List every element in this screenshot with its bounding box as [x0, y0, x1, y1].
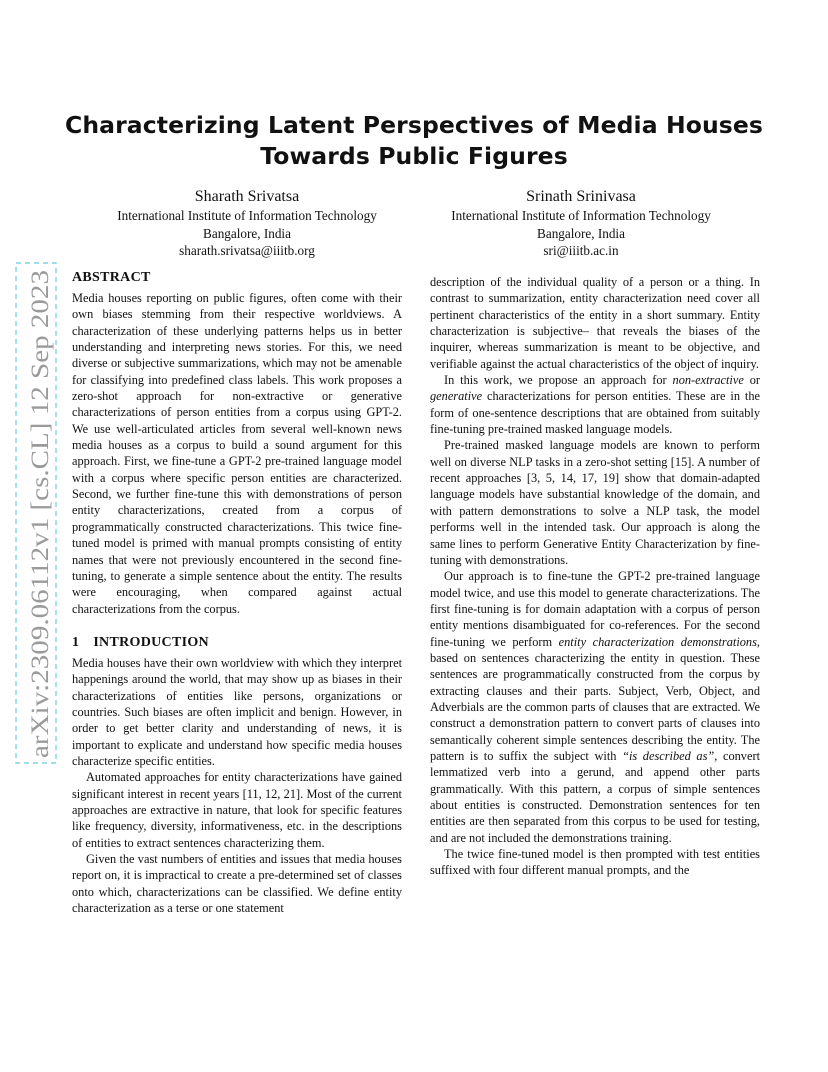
author-name: Sharath Srivatsa	[194, 188, 300, 205]
emphasis: entity characterization demonstrations	[558, 634, 757, 649]
right-paragraph-4: Our approach is to fine-tune the GPT-2 pre-trained language model twice, and use this model to generate characterizations. The first fine-tuning is for domain adaptation with a corpus of person entity mentions disambiguated for co-references. For the second fine-tuning we perform entity characterization demonstrations, based on sentences characterizing the entity in question. These sentences are programmatically constructed from the corpus by extracting clauses and their parts. Subject, Verb, Object, and Adverbials are the common parts of clauses that are extracted. We construct a demonstration pattern to convert parts of clauses into semantically coherent simple sentences describing the entity. The pattern is to suffix the subject with “is described as”, convert lemmatized verb into a gerund, and append other parts grammatically. With this pattern, a corpus of simple sentences about entities is constructed. Demonstration sentences for ten entities are then separated from this corpus to be used for testing, and are not included the demonstrations training.	[430, 569, 760, 845]
arxiv-stamp	[14, 262, 58, 764]
right-paragraph-1: description of the individual quality of a person or a thing. In contrast to summarization, entity characterization need cover all pertinent characteristics of the entity in a short summary. Entity characterization is subjective– that reveals the biases of the inquirer, whereas summarization is meant to be objective, and verifiable against the actual characteristics of the object of inquiry.	[430, 275, 760, 371]
right-column	[430, 274, 760, 879]
author-name: Srinath Srinivasa	[526, 188, 636, 205]
author-affiliation: International Institute of Information Technology	[117, 208, 377, 223]
intro-paragraph-3: Given the vast numbers of entities and issues that media houses report on, it is impractical to create a pre-determined set of classes onto which, characterizations can be classified. We define entity characterization as a terse or one statement	[72, 852, 402, 916]
right-paragraph-5: The twice fine-tuned model is then prompted with test entities suffixed with four different manual prompts, and the	[430, 847, 760, 878]
introduction-heading	[72, 633, 402, 653]
emphasis: non-extractive	[672, 373, 744, 388]
author-email: sharath.srivatsa@iiitb.org	[179, 243, 315, 258]
emphasis: generative	[430, 389, 483, 404]
arxiv-stamp-graphic	[14, 262, 58, 764]
abstract-text: Media houses reporting on public figures, often come with their own biases stemming from their respective worldviews. A characterization of these underlying patterns helps us in better understanding and interpreting news stories. For this, we need diverse or subjective summarizations, which may not be amenable for classifying into predefined class labels. This work proposes a zero-shot approach for non-extractive or generative characterizations of person entities from a corpus using GPT-2. We use well-articulated articles from several well-known news media houses as a corpus to build a sound argument for this approach. First, we fine-tune a GPT-2 pre-trained language model with a corpus where specific person entities are characterized. Second, we further fine-tune this with demonstrations of person entity characterizations, created from a corpus of programmatically constructed characterizations. This twice fine-tuned model is primed with manual prompts consisting of entity names that were not previously encountered in the second fine-tuning, to generate a simple sentence about the entity. The results were encouraging, when compared against actual characterizations from the corpus.	[72, 291, 402, 616]
section-title: INTRODUCTION	[93, 634, 209, 650]
author-block-1	[92, 186, 402, 260]
author-block-2	[426, 186, 736, 260]
emphasis: “is described as”	[622, 748, 715, 763]
right-paragraph-2: In this work, we propose an approach for non-extractive or generative characterizations for person entities. These are in the form of one-sentence descriptions that are obtained from suitably fine-tuning pre-trained masked language models.	[430, 373, 760, 437]
right-paragraph-3: Pre-trained masked language models are known to perform well on diverse NLP tasks in a zero-shot setting [15]. A number of recent approaches [3, 5, 14, 17, 19] show that domain-adapted language models have substantial knowledge of the domain, and with pattern demonstrations to solve a NLP task, the model performs well in the intended task. Our approach is along the same lines to perform Generative Entity Characterization by fine-tuning with demonstrations.	[430, 438, 760, 567]
section-number: 1	[72, 634, 80, 650]
title-line-2: Towards Public Figures	[260, 142, 568, 170]
intro-paragraph-2: Automated approaches for entity characterizations have gained significant interest in recent years [11, 12, 21]. Most of the current approaches are extractive in nature, that look for specific features like frequency, diversity, informativeness, etc. in the descriptions of entities to extract sentences characterizing them.	[72, 770, 402, 850]
paper-title	[60, 110, 768, 172]
intro-paragraph-1: Media houses have their own worldview with which they interpret happenings around the world, that may show up as biases in their characterizations of entities like persons, organizations or countries. Such biases are often implicit and benign. However, in order to get better clarity and understanding of news, it is important to explicate and understand how specific media houses characterize specific entities.	[72, 655, 402, 768]
author-email: sri@iiitb.ac.in	[543, 243, 619, 258]
author-location: Bangalore, India	[537, 225, 625, 241]
left-column	[72, 266, 402, 916]
author-affiliation: International Institute of Information Technology	[451, 208, 711, 223]
author-location: Bangalore, India	[203, 225, 291, 241]
arxiv-id: arXiv:2309.06112v1 [cs.CL] 12 Sep 2023	[25, 329, 54, 758]
title-line-1: Characterizing Latent Perspectives of Media Houses	[64, 111, 764, 139]
abstract-heading: ABSTRACT	[72, 270, 151, 285]
